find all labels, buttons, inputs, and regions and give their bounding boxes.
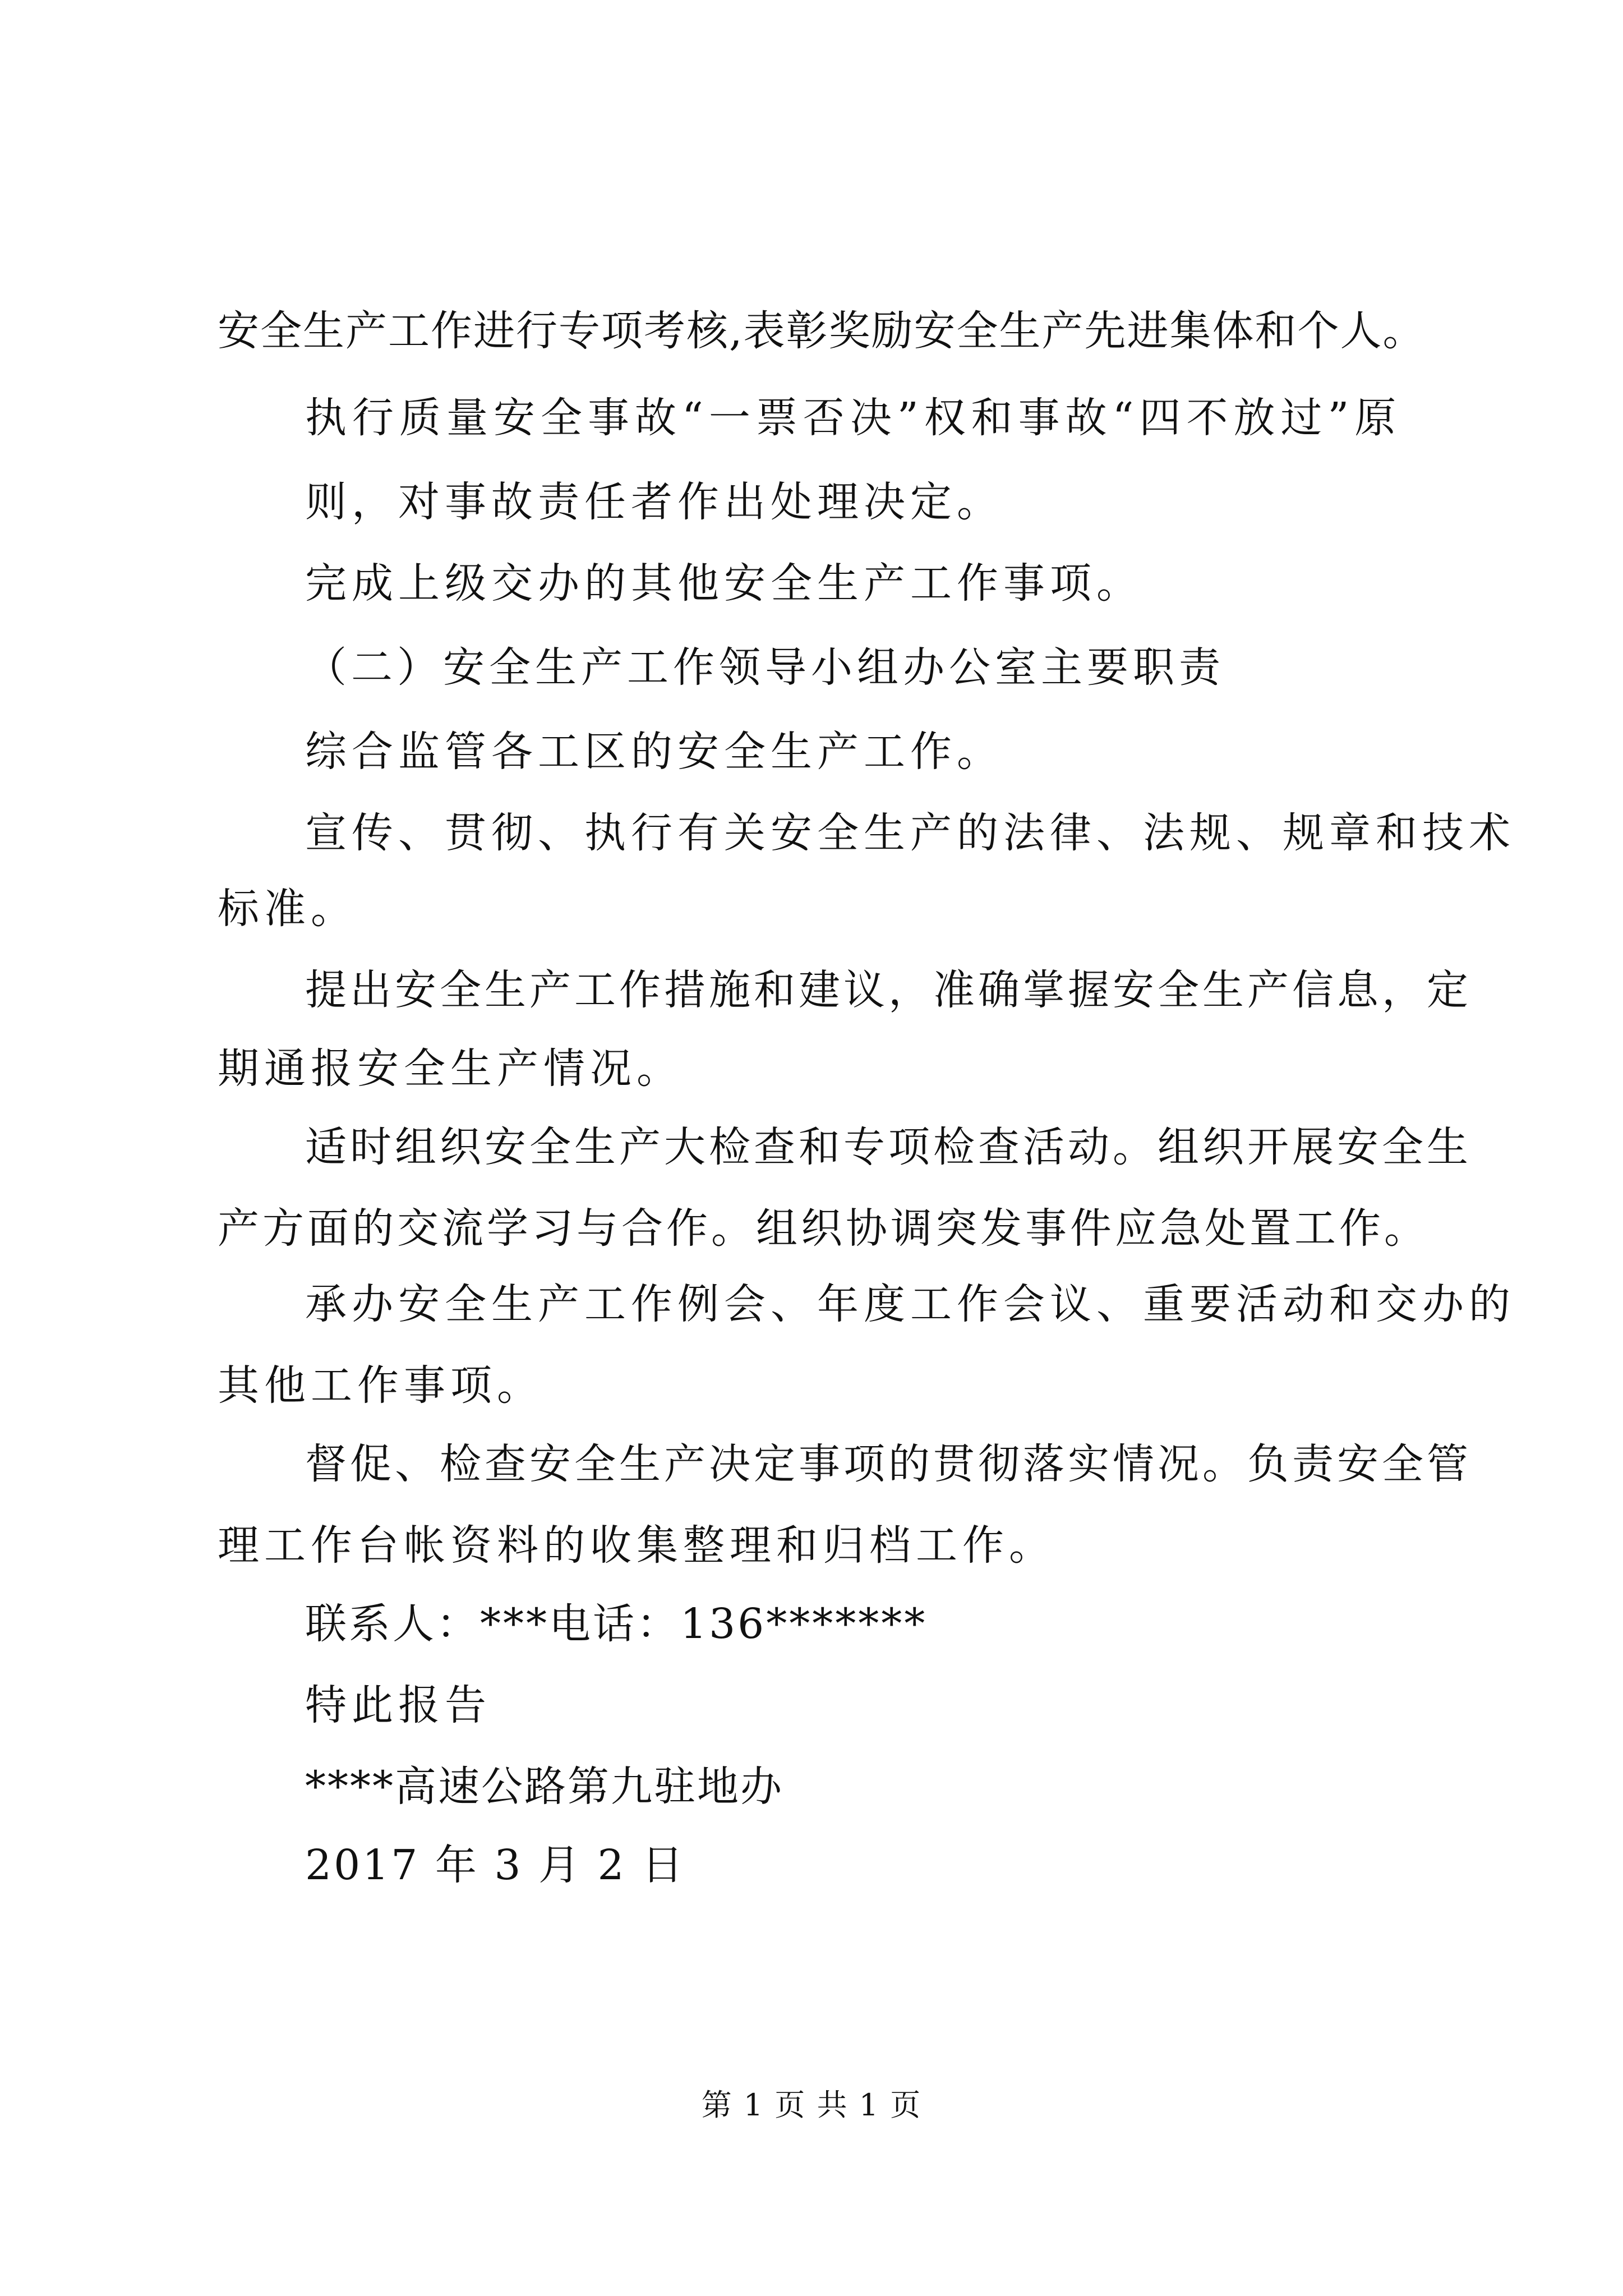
- closing-line: 特此报告: [305, 1681, 491, 1729]
- body-line-10: 期通报安全生产情况。: [218, 1045, 683, 1093]
- page-number-footer: 第 1 页 共 1 页: [701, 2087, 922, 2123]
- signature-date: 2017 年 3 月 2 日: [305, 1841, 686, 1889]
- body-line-13: 承办安全生产工作例会、年度工作会议、重要活动和交办的: [305, 1280, 1515, 1328]
- body-line-7: 宣传、贯彻、执行有关安全生产的法律、法规、规章和技术: [305, 809, 1515, 857]
- body-line-11: 适时组织安全生产大检查和专项检查活动。组织开展安全生: [305, 1123, 1472, 1171]
- body-line-8: 标准。: [218, 885, 357, 933]
- body-line-3: 则，对事故责任者作出处理决定。: [305, 478, 1003, 526]
- body-line-6: 综合监管各工区的安全生产工作。: [305, 728, 1003, 776]
- body-line-14: 其他工作事项。: [218, 1361, 543, 1410]
- section-heading: （二）安全生产工作领导小组办公室主要职责: [305, 643, 1225, 692]
- body-line-1: 安全生产工作进行专项考核,表彰奖励安全生产先进集体和个人。: [218, 307, 1426, 355]
- contact-line: 联系人：***电话：136*******: [305, 1600, 928, 1648]
- signature-org: ****高速公路第九驻地办: [305, 1763, 783, 1811]
- body-line-2: 执行质量安全事故“一票否决”权和事故“四不放过”原: [305, 394, 1402, 442]
- body-line-9: 提出安全生产工作措施和建议，准确掌握安全生产信息，定: [305, 966, 1472, 1014]
- body-line-15: 督促、检查安全生产决定事项的贯彻落实情况。负责安全管: [305, 1440, 1472, 1488]
- body-line-12: 产方面的交流学习与合作。组织协调突发事件应急处置工作。: [218, 1204, 1429, 1253]
- body-line-4: 完成上级交办的其他安全生产工作事项。: [305, 559, 1143, 608]
- body-line-16: 理工作台帐资料的收集整理和归档工作。: [218, 1521, 1055, 1570]
